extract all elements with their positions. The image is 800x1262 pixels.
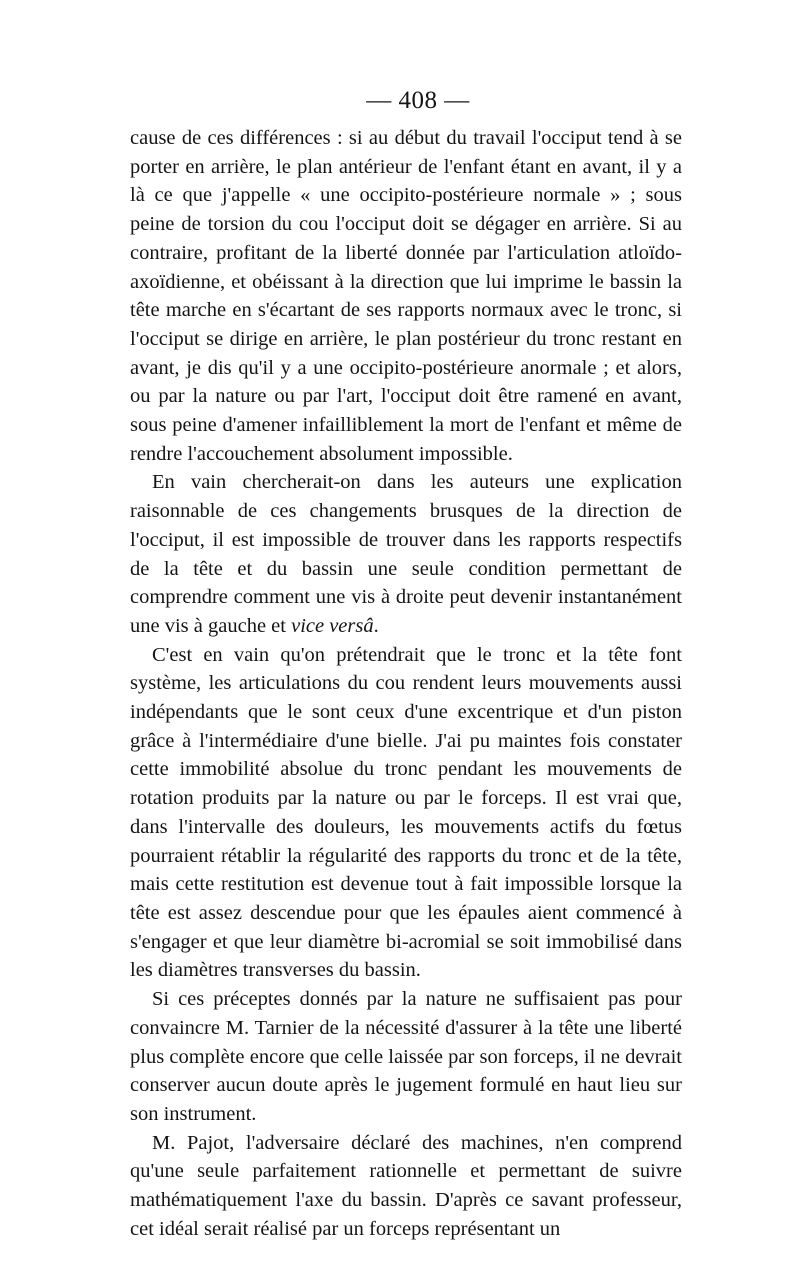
paragraph-4: Si ces préceptes donnés par la nature ne suffisaient pas pour convaincre M. Tarnier de la nécessité d'assurer à la tête une liberté plus complète encore que celle laissée par son forceps, il ne devrait conserver aucun doute après le jugement formulé en haut lieu sur son instrument. bbox=[130, 988, 682, 1125]
paragraph-1: cause de ces différences : si au début du travail l'occiput tend à se porter en arrière, le plan antérieur de l'enfant étant en avant, il y a là ce que j'appelle « une occipito-postérieure normale » ; sous peine de torsion du cou l'occiput doit se dégager en arrière. Si au contraire, profitant de la liberté donnée par l'articulation atloïdo-axoïdienne, et obéissant à la direction que lui imprime le bassin la tête marche en s'écartant de ses rapports normaux avec le tronc, si l'occiput se dirige en arrière, le plan postérieur du tronc restant en avant, je dis qu'il y a une occipito-postérieure anormale ; et alors, ou par la nature ou par l'art, l'occiput doit être ramené en avant, sous peine d'amener infailliblement la mort de l'enfant et même de rendre l'accouchement absolument impossible. bbox=[130, 127, 682, 465]
page-number-header: — 408 — bbox=[366, 87, 470, 114]
document-page bbox=[130, 86, 682, 1243]
paragraph-2 bbox=[130, 468, 682, 640]
paragraph-2-punct: . bbox=[373, 614, 379, 637]
paragraph-2-italic: vice versâ bbox=[291, 614, 374, 637]
paragraph-2-text: En vain chercherait-on dans les auteurs une explication raisonnable de ces changements brusques de la direction de l'occiput, il est impossible de trouver dans les rapports respectifs de la tête et du bassin une seule condition permettant de comprendre comment une vis à droite peut devenir instantanément une vis à gauche et bbox=[130, 471, 682, 637]
paragraph-3: C'est en vain qu'on prétendrait que le tronc et la tête font système, les articulations du cou rendent leurs mouvements aussi indépendants que le sont ceux d'une excentrique et d'un piston grâce à l'intermédiaire d'une bielle. J'ai pu maintes fois constater cette immobilité absolue du tronc pendant les mouvements de rotation produits par la nature ou par le forceps. Il est vrai que, dans l'intervalle des douleurs, les mouvements actifs du fœtus pourraient rétablir la régularité des rapports du tronc et de la tête, mais cette restitution est devenue tout à fait impossible lorsque la tête est assez descendue pour que les épaules aient commencé à s'engager et que leur diamètre bi-acromial se soit immobilisé dans les diamètres transverses du bassin. bbox=[130, 643, 682, 982]
paragraph-5: M. Pajot, l'adversaire déclaré des machines, n'en comprend qu'une seule parfaitement rationnelle et permettant de suivre mathématiquement l'axe du bassin. D'après ce savant professeur, cet idéal serait réalisé par un forceps représentant un bbox=[130, 1131, 682, 1240]
